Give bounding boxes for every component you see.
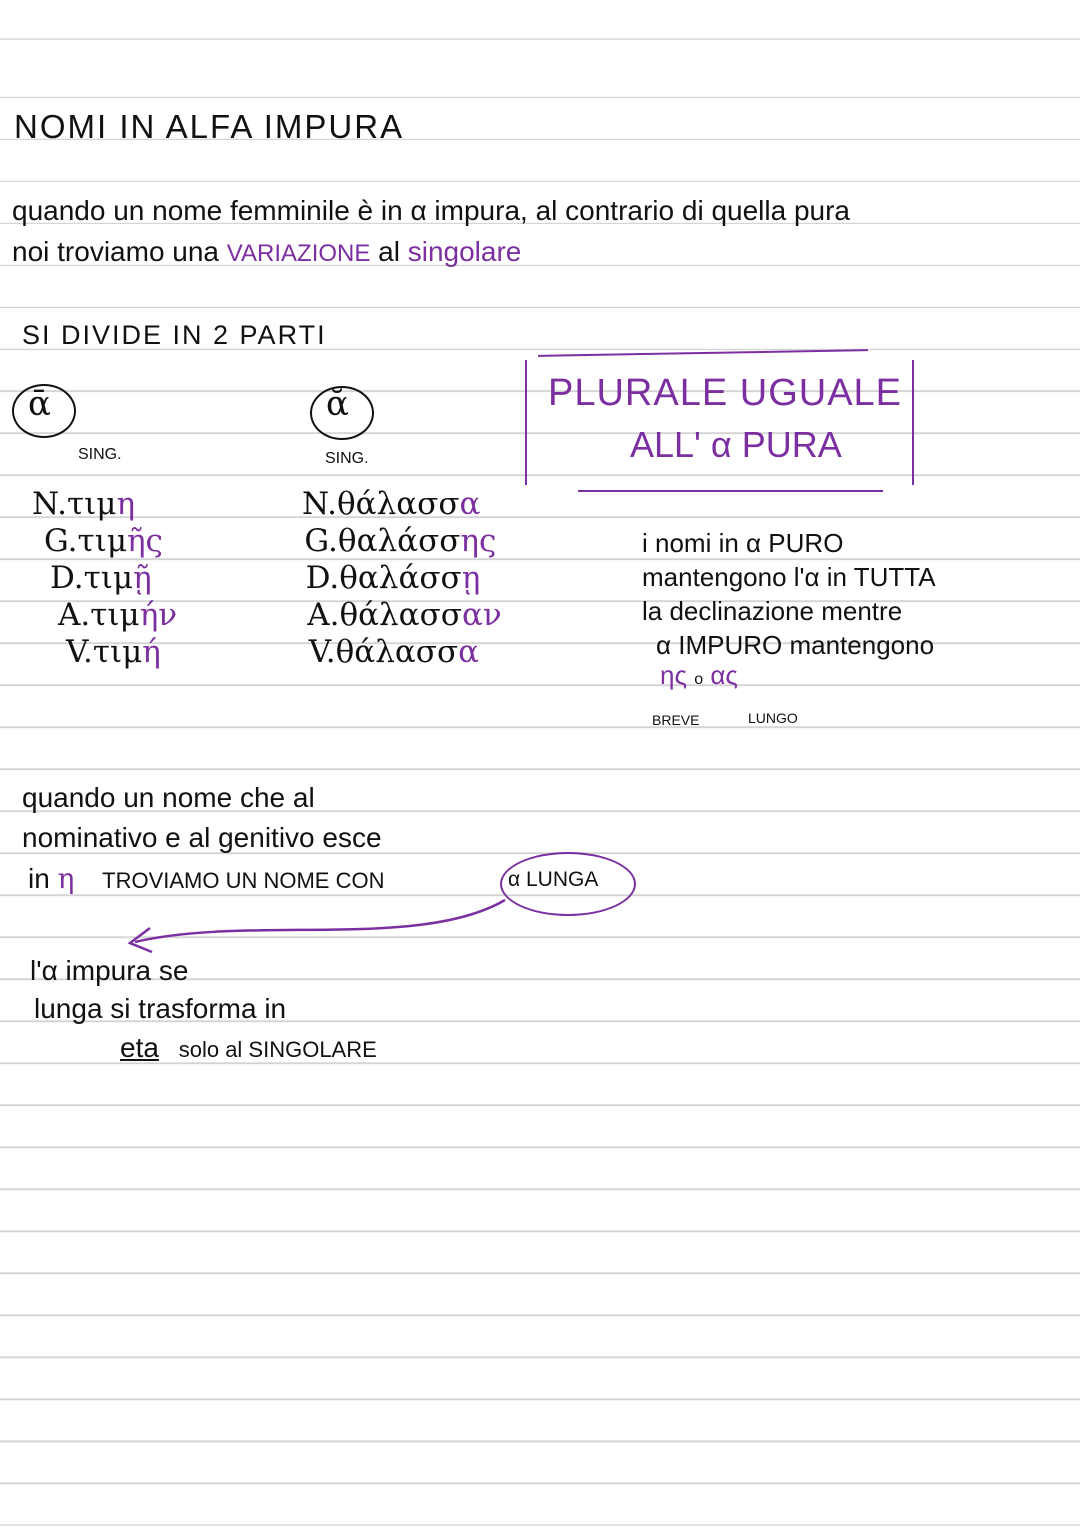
alpha-long-symbol: ᾱ xyxy=(28,384,51,424)
conclusion-line-1: l'α impura se xyxy=(30,955,189,986)
row-stem: τιμ xyxy=(67,486,117,522)
section-heading: SI DIVIDE IN 2 PARTI xyxy=(22,320,327,350)
highlight-variazione: VARIAZIONE xyxy=(226,240,371,267)
text: noi troviamo una xyxy=(12,236,220,267)
row-ending: ης xyxy=(460,523,497,559)
circled-alpha-lunga: α LUNGA xyxy=(508,868,599,891)
rule-line-2: nominativo e al genitivo esce xyxy=(22,822,382,853)
page-title: NOMI IN ALFA IMPURA xyxy=(14,108,405,145)
row-stem: θαλάσσ xyxy=(337,523,461,559)
row-case: G. xyxy=(304,523,338,559)
row-ending: ῇ xyxy=(133,560,152,596)
row-case: V. xyxy=(66,634,93,670)
alpha-short-symbol: ᾰ xyxy=(326,384,349,424)
row-stem: θαλάσσ xyxy=(339,560,462,596)
rule-line-1: quando un nome che al xyxy=(22,782,315,813)
row-ending: ή xyxy=(142,634,161,670)
plural-box-line-1: PLURALE UGUALE xyxy=(548,372,903,414)
conclusion-line-3 xyxy=(120,1032,377,1064)
row-case: G. xyxy=(44,523,78,559)
row-case: A. xyxy=(58,597,91,633)
plural-box-line-2: ALL' α PURA xyxy=(630,424,842,465)
note-line-4: α IMPURO mantengono xyxy=(656,630,935,660)
row-case: A. xyxy=(307,597,340,633)
row-stem: θάλασσ xyxy=(337,486,460,522)
row-case: V. xyxy=(308,634,336,670)
note-line-3: la declinazione mentre xyxy=(642,596,903,626)
row-stem: τιμ xyxy=(77,523,127,559)
text: TROVIAMO UN NOME CON xyxy=(102,868,385,893)
row-stem: θάλασσ xyxy=(339,597,462,633)
row-stem: τιμ xyxy=(92,634,143,670)
row-ending: η xyxy=(116,486,136,522)
column-label: SING. xyxy=(325,450,369,467)
row-case: D. xyxy=(50,560,84,596)
row-ending: αν xyxy=(461,597,502,633)
eta-letter: η xyxy=(57,862,75,895)
ending-alpha: ας xyxy=(710,660,738,690)
row-stem: τιμ xyxy=(83,560,134,596)
row-ending: ῃ xyxy=(461,560,481,596)
row-ending: ῆς xyxy=(126,523,163,559)
text: al xyxy=(378,236,400,267)
label-breve: BREVE xyxy=(652,712,700,728)
row-stem: τιμ xyxy=(90,597,140,633)
text: in xyxy=(28,863,50,894)
note-line-2: mantengono l'α in TUTTA xyxy=(642,562,936,592)
row-ending: α xyxy=(458,634,480,670)
note-line-1: i nomi in α PURO xyxy=(642,528,844,558)
intro-line-1: quando un nome femminile è in α impura, al contrario di quella pura xyxy=(12,195,850,226)
text: solo al SINGOLARE xyxy=(178,1037,377,1062)
row-case: N. xyxy=(32,486,67,522)
row-case: N. xyxy=(302,486,337,522)
ending-eta: ης xyxy=(660,660,687,690)
row-stem: θάλασσ xyxy=(335,634,459,670)
label-lungo: LUNGO xyxy=(748,710,798,726)
underlined-eta: eta xyxy=(120,1032,159,1063)
column-label: SING. xyxy=(78,446,122,463)
row-case: D. xyxy=(305,560,340,596)
text: o xyxy=(694,671,704,688)
highlight-singolare: singolare xyxy=(407,236,522,267)
row-ending: ήν xyxy=(139,597,178,633)
conclusion-line-2: lunga si trasforma in xyxy=(34,993,287,1024)
row-ending: α xyxy=(459,486,481,522)
